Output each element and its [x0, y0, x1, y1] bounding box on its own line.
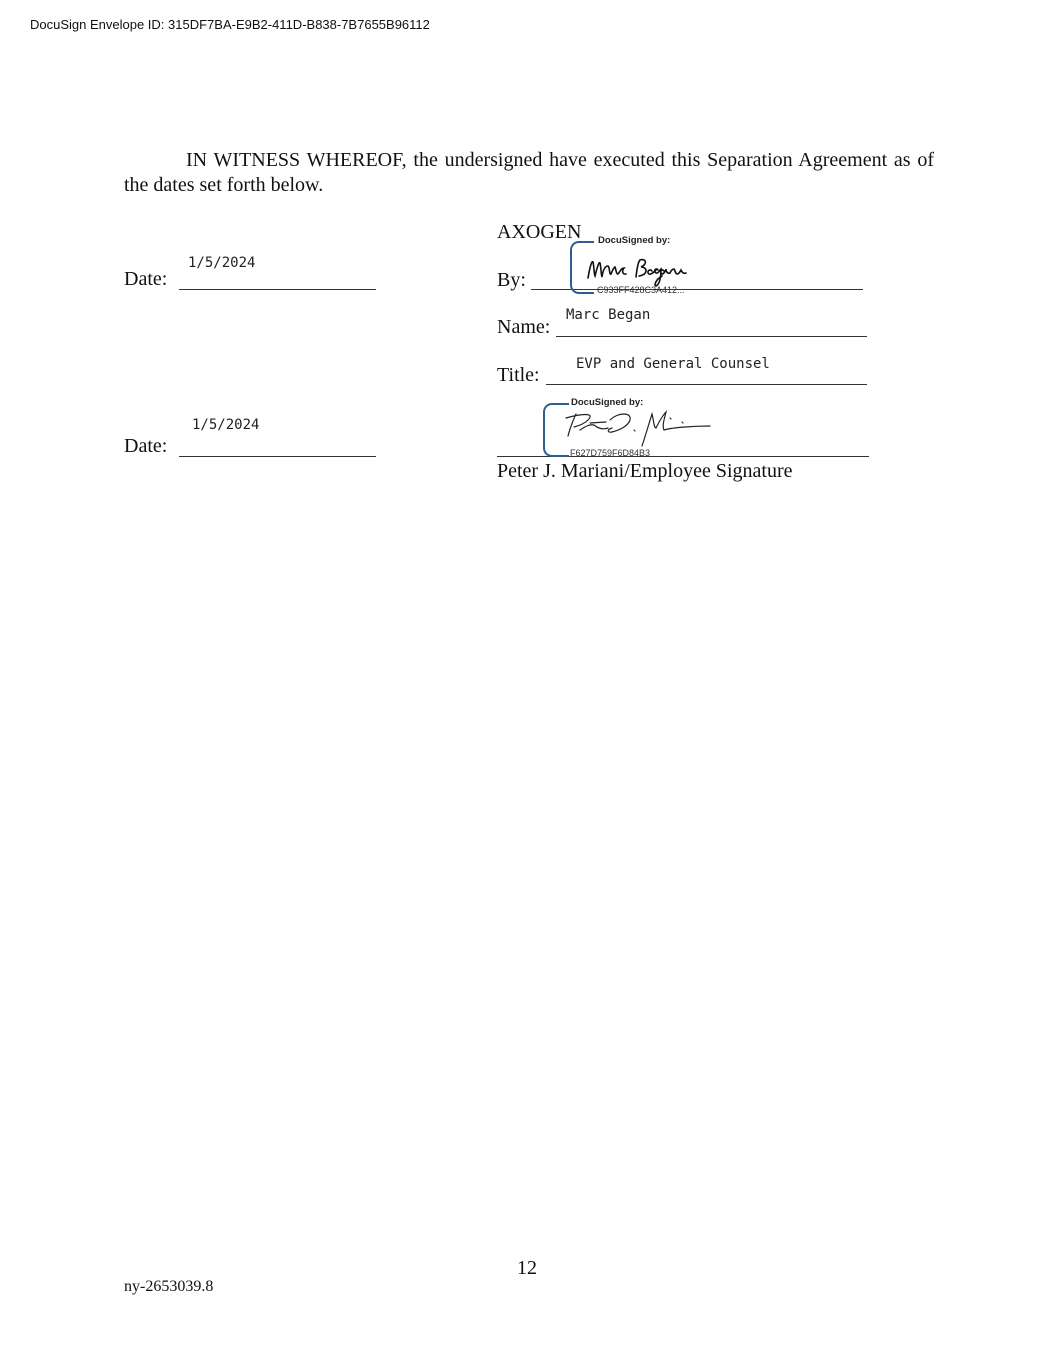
date-line-1	[179, 289, 376, 290]
document-reference: ny-2653039.8	[124, 1278, 214, 1295]
title-value: EVP and General Counsel	[576, 356, 770, 372]
docusign-id-employee: F627D759F6D84B3	[570, 448, 651, 458]
date-value-2: 1/5/2024	[192, 417, 260, 433]
docusign-header-company: DocuSigned by:	[598, 235, 671, 246]
witness-paragraph-text: IN WITNESS WHEREOF, the undersigned have executed this Separation Agreement as of the dates set forth below.	[124, 149, 934, 196]
name-label: Name:	[497, 316, 551, 338]
docusign-envelope-id: DocuSign Envelope ID: 315DF7BA-E9B2-411D-B838-7B7655B96112	[30, 17, 430, 32]
title-label: Title:	[497, 364, 540, 386]
by-label: By:	[497, 269, 526, 291]
title-line	[546, 384, 867, 385]
date-label-2: Date:	[124, 435, 168, 457]
employee-signature-caption: Peter J. Mariani/Employee Signature	[497, 460, 793, 482]
name-value: Marc Began	[566, 307, 651, 323]
date-value-1: 1/5/2024	[188, 255, 256, 271]
witness-paragraph	[124, 148, 934, 198]
docusign-header-employee: DocuSigned by:	[571, 397, 644, 408]
docusign-id-company: C933FF428C3A412...	[597, 285, 685, 295]
date-label-1: Date:	[124, 268, 168, 290]
signature-peter-mariani	[560, 406, 720, 448]
name-line	[556, 336, 867, 337]
company-name: AXOGEN	[497, 221, 582, 243]
page-number: 12	[517, 1257, 537, 1279]
date-line-2	[179, 456, 376, 457]
